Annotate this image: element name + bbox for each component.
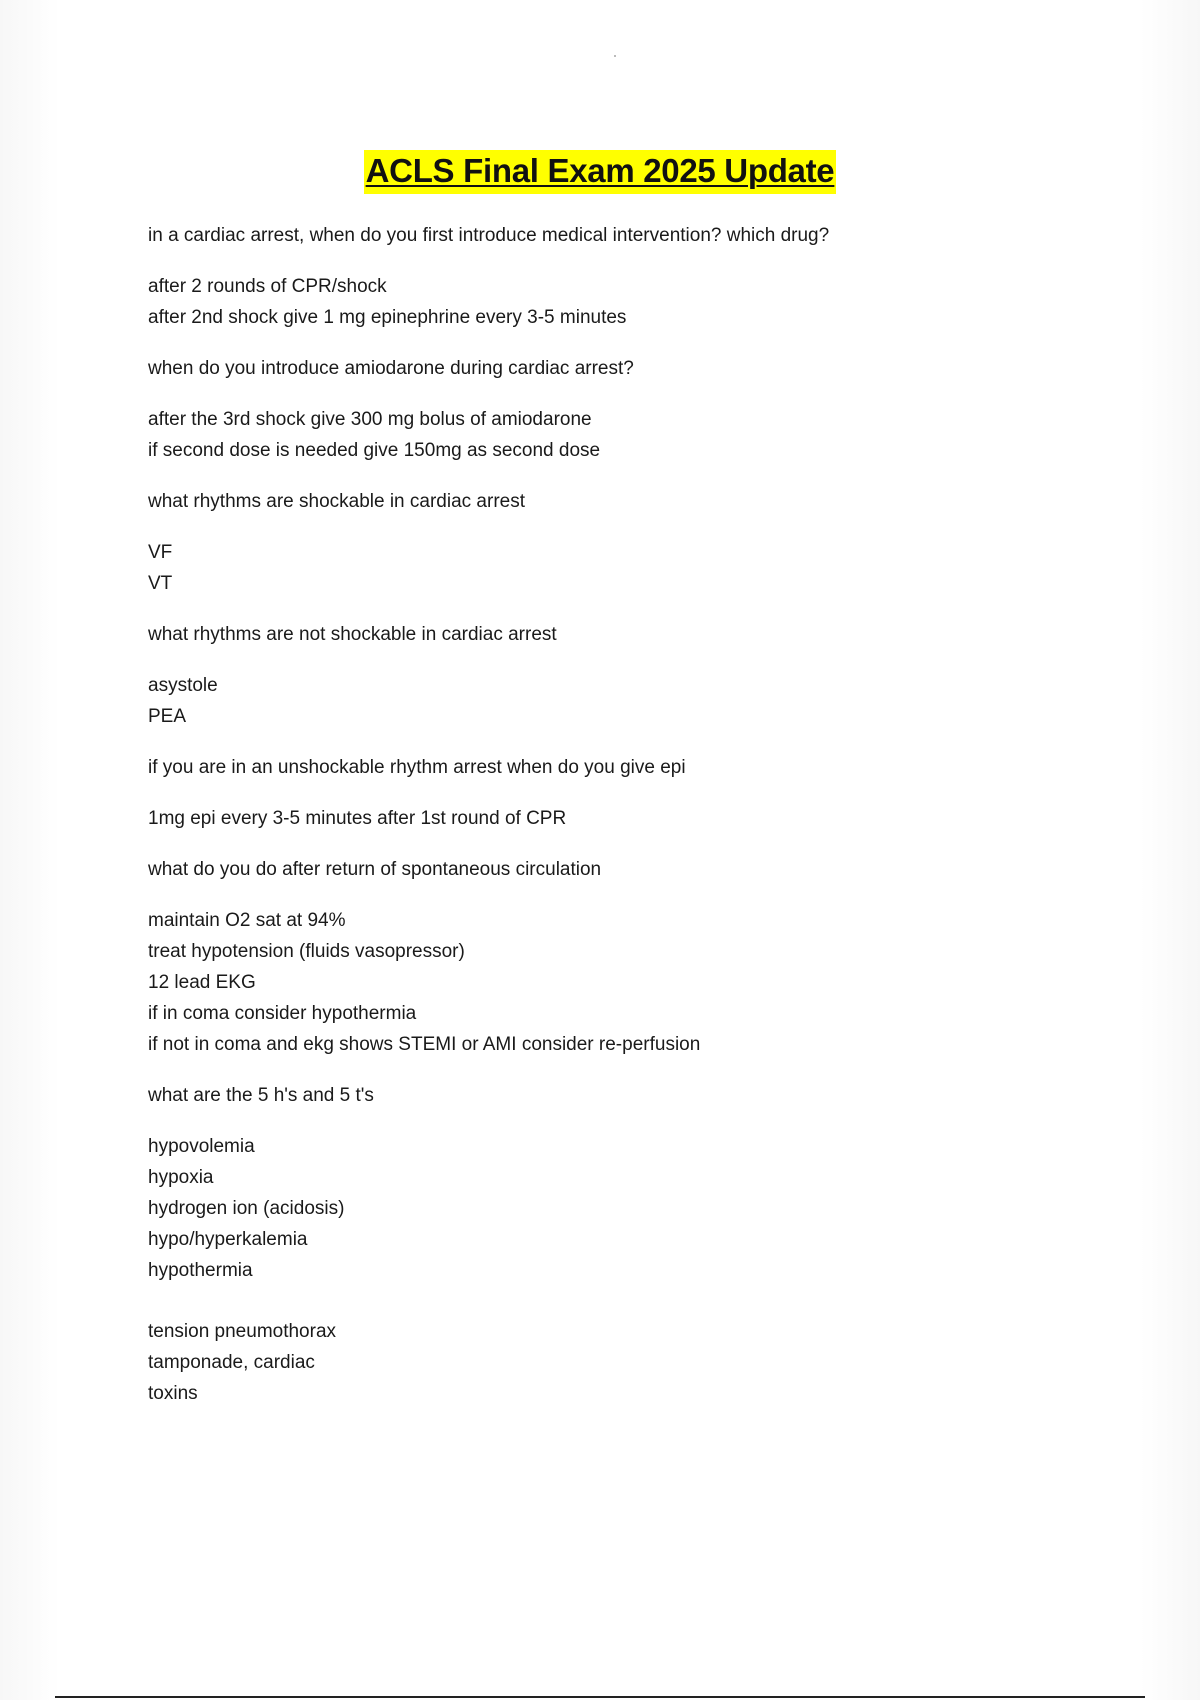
answer-line: hypo/hyperkalemia — [148, 1229, 308, 1250]
answer-line: after 2nd shock give 1 mg epinephrine every 3-5 minutes — [148, 307, 627, 328]
answer-line: toxins — [148, 1383, 198, 1404]
question-block — [148, 486, 1108, 517]
answer-line: hypovolemia — [148, 1136, 255, 1157]
answer-line: after the 3rd shock give 300 mg bolus of amiodarone — [148, 409, 592, 430]
answer-line: asystole — [148, 675, 218, 696]
question-text: when do you introduce amiodarone during cardiac arrest? — [148, 358, 634, 379]
document-title: ACLS Final Exam 2025 Update — [364, 150, 837, 194]
answer-block — [148, 537, 1108, 599]
document-body — [148, 220, 1108, 1429]
question-text: what are the 5 h's and 5 t's — [148, 1085, 374, 1106]
answer-block — [148, 670, 1108, 732]
answer-block — [148, 905, 1108, 1060]
answer-line: 12 lead EKG — [148, 972, 256, 993]
scan-speck — [614, 55, 616, 57]
question-text: what rhythms are shockable in cardiac arrest — [148, 491, 525, 512]
answer-line: if not in coma and ekg shows STEMI or AMI consider re-perfusion — [148, 1034, 701, 1055]
answer-line: hypothermia — [148, 1260, 253, 1281]
answer-line: maintain O2 sat at 94% — [148, 910, 346, 931]
answer-line: tension pneumothorax — [148, 1321, 337, 1342]
answer-line: VT — [148, 573, 173, 594]
answer-line: 1mg epi every 3-5 minutes after 1st round of CPR — [148, 808, 567, 829]
answer-line: tamponade, cardiac — [148, 1352, 315, 1373]
answer-block — [148, 803, 1108, 834]
question-block — [148, 1080, 1108, 1111]
question-text: if you are in an unshockable rhythm arrest when do you give epi — [148, 757, 686, 778]
answer-line: if in coma consider hypothermia — [148, 1003, 417, 1024]
question-block — [148, 353, 1108, 384]
answer-line: hydrogen ion (acidosis) — [148, 1198, 345, 1219]
title-container — [0, 150, 1200, 194]
answer-line: treat hypotension (fluids vasopressor) — [148, 941, 465, 962]
answer-line: VF — [148, 542, 173, 563]
answer-line: PEA — [148, 706, 187, 727]
answer-block — [148, 1316, 1108, 1409]
answer-block — [148, 1131, 1108, 1286]
answer-line: hypoxia — [148, 1167, 214, 1188]
question-text: in a cardiac arrest, when do you first introduce medical intervention? which drug? — [148, 225, 830, 246]
answer-block — [148, 271, 1108, 333]
question-block — [148, 220, 1108, 251]
answer-block — [148, 404, 1108, 466]
page-bottom-rule — [55, 1696, 1145, 1698]
answer-line: if second dose is needed give 150mg as second dose — [148, 440, 601, 461]
question-text: what do you do after return of spontaneous circulation — [148, 859, 602, 880]
question-text: what rhythms are not shockable in cardiac arrest — [148, 624, 557, 645]
answer-line: after 2 rounds of CPR/shock — [148, 276, 387, 297]
question-block — [148, 752, 1108, 783]
question-block — [148, 619, 1108, 650]
question-block — [148, 854, 1108, 885]
